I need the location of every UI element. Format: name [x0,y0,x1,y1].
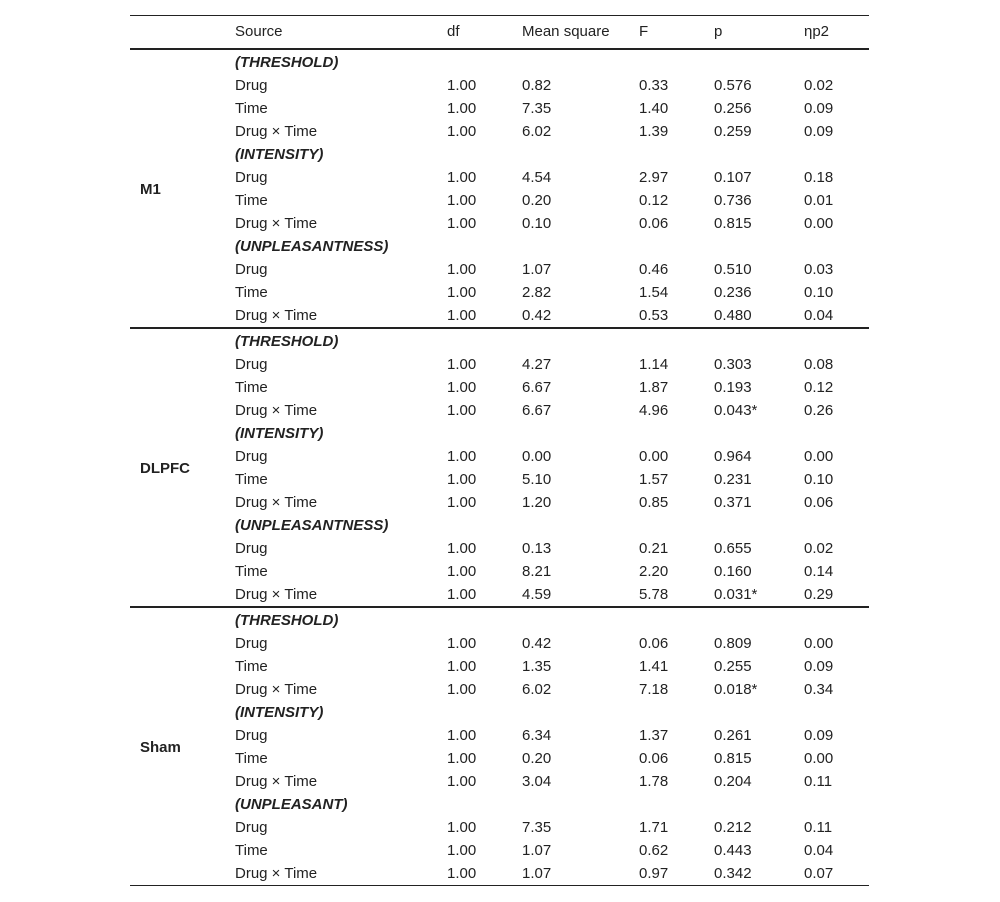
cell-df: 1.00 [447,773,477,790]
cell-f: 0.21 [639,540,669,557]
cell-p: 0.107 [714,169,752,186]
cell-df: 1.00 [447,356,477,373]
cell-mean-square: 6.02 [522,681,552,698]
cell-df: 1.00 [447,379,477,396]
cell-f: 0.85 [639,494,669,511]
cell-p: 0.371 [714,494,752,511]
cell-f: 0.33 [639,77,669,94]
cell-mean-square: 6.67 [522,379,552,396]
cell-mean-square: 4.59 [522,586,552,603]
table-row [130,189,869,212]
cell-p: 0.160 [714,563,752,580]
cell-p: 0.815 [714,215,752,232]
section-title: (THRESHOLD) [235,333,339,350]
cell-mean-square: 8.21 [522,563,552,580]
section-title: (UNPLEASANTNESS) [235,517,389,534]
cell-eta-p2: 0.09 [804,727,834,744]
cell-f: 1.37 [639,727,669,744]
table-row [130,258,869,281]
cell-mean-square: 2.82 [522,284,552,301]
cell-eta-p2: 0.02 [804,77,834,94]
cell-f: 1.14 [639,356,669,373]
cell-df: 1.00 [447,563,477,580]
cell-df: 1.00 [447,842,477,859]
cell-p: 0.736 [714,192,752,209]
cell-source: Time [235,100,268,117]
cell-p: 0.342 [714,865,752,882]
cell-df: 1.00 [447,307,477,324]
cell-f: 0.06 [639,635,669,652]
cell-eta-p2: 0.00 [804,750,834,767]
section-title: (UNPLEASANTNESS) [235,238,389,255]
cell-source: Time [235,284,268,301]
table-row [130,281,869,304]
cell-eta-p2: 0.08 [804,356,834,373]
group-sham [130,607,869,886]
cell-df: 1.00 [447,819,477,836]
table-row [130,537,869,560]
cell-mean-square: 0.10 [522,215,552,232]
cell-source: Drug [235,727,268,744]
cell-f: 1.40 [639,100,669,117]
section-title-row [130,328,869,353]
cell-source: Drug × Time [235,215,318,232]
header-cell-p: p [714,23,723,40]
cell-mean-square: 4.54 [522,169,552,186]
cell-mean-square: 1.35 [522,658,552,675]
cell-source: Drug [235,819,268,836]
section-title-row [130,607,869,632]
cell-p: 0.964 [714,448,752,465]
cell-mean-square: 0.42 [522,635,552,652]
cell-source: Drug × Time [235,307,318,324]
cell-mean-square: 0.20 [522,750,552,767]
cell-f: 1.41 [639,658,669,675]
cell-source: Drug [235,635,268,652]
cell-eta-p2: 0.00 [804,635,834,652]
header-cell-f: F [639,23,649,40]
cell-source: Drug [235,356,268,373]
cell-source: Drug × Time [235,402,318,419]
cell-source: Drug [235,169,268,186]
cell-mean-square: 7.35 [522,819,552,836]
table-row [130,816,869,839]
cell-p: 0.261 [714,727,752,744]
cell-mean-square: 0.20 [522,192,552,209]
cell-eta-p2: 0.29 [804,586,834,603]
cell-f: 4.96 [639,402,669,419]
cell-f: 1.57 [639,471,669,488]
cell-p: 0.043* [714,402,758,419]
cell-df: 1.00 [447,727,477,744]
cell-df: 1.00 [447,586,477,603]
table-row [130,304,869,328]
cell-df: 1.00 [447,540,477,557]
cell-df: 1.00 [447,448,477,465]
cell-df: 1.00 [447,681,477,698]
cell-source: Time [235,379,268,396]
cell-source: Drug × Time [235,773,318,790]
group-label: M1 [140,180,161,198]
table-row [130,655,869,678]
cell-df: 1.00 [447,471,477,488]
cell-df: 1.00 [447,865,477,882]
cell-f: 0.06 [639,215,669,232]
section-title-row [130,514,869,537]
cell-source: Time [235,563,268,580]
cell-eta-p2: 0.04 [804,307,834,324]
cell-p: 0.655 [714,540,752,557]
table-row [130,97,869,120]
header-cell-source: Source [235,23,283,40]
table-row [130,747,869,770]
cell-f: 0.62 [639,842,669,859]
section-title: (INTENSITY) [235,704,324,721]
cell-eta-p2: 0.10 [804,284,834,301]
cell-source: Drug × Time [235,681,318,698]
group-label: Sham [140,738,181,756]
cell-eta-p2: 0.07 [804,865,834,882]
table-row [130,678,869,701]
cell-df: 1.00 [447,658,477,675]
cell-source: Time [235,471,268,488]
cell-f: 0.00 [639,448,669,465]
cell-mean-square: 4.27 [522,356,552,373]
header-cell-eta-p2: ηp2 [804,23,830,40]
cell-eta-p2: 0.06 [804,494,834,511]
group-label: DLPFC [140,459,190,477]
cell-df: 1.00 [447,77,477,94]
cell-eta-p2: 0.09 [804,658,834,675]
cell-mean-square: 1.07 [522,261,552,278]
cell-f: 0.53 [639,307,669,324]
cell-mean-square: 1.07 [522,842,552,859]
table-row [130,74,869,97]
cell-p: 0.018* [714,681,758,698]
cell-f: 0.06 [639,750,669,767]
cell-df: 1.00 [447,215,477,232]
table-row [130,770,869,793]
header-row [130,16,869,50]
table-row [130,560,869,583]
cell-df: 1.00 [447,494,477,511]
table-row [130,445,869,468]
cell-mean-square: 1.20 [522,494,552,511]
table-row [130,839,869,862]
cell-source: Drug × Time [235,123,318,140]
cell-df: 1.00 [447,100,477,117]
cell-mean-square: 0.42 [522,307,552,324]
cell-p: 0.212 [714,819,752,836]
group-m1 [130,49,869,328]
cell-eta-p2: 0.01 [804,192,834,209]
table-header [130,16,869,50]
table-row [130,399,869,422]
cell-p: 0.255 [714,658,752,675]
cell-eta-p2: 0.11 [804,819,833,836]
cell-source: Drug [235,540,268,557]
cell-source: Drug [235,448,268,465]
table-row [130,120,869,143]
cell-source: Drug × Time [235,865,318,882]
cell-f: 1.87 [639,379,669,396]
cell-f: 5.78 [639,586,669,603]
section-title-row [130,793,869,816]
cell-p: 0.231 [714,471,752,488]
cell-f: 0.46 [639,261,669,278]
cell-p: 0.443 [714,842,752,859]
cell-source: Time [235,750,268,767]
section-title-row [130,143,869,166]
cell-df: 1.00 [447,402,477,419]
table-row [130,583,869,607]
cell-p: 0.031* [714,586,758,603]
cell-eta-p2: 0.04 [804,842,834,859]
cell-eta-p2: 0.09 [804,123,834,140]
table-row [130,632,869,655]
cell-mean-square: 1.07 [522,865,552,882]
cell-source: Drug × Time [235,586,318,603]
cell-eta-p2: 0.14 [804,563,834,580]
cell-df: 1.00 [447,169,477,186]
anova-table [130,15,869,886]
cell-eta-p2: 0.11 [804,773,833,790]
cell-f: 0.97 [639,865,669,882]
cell-df: 1.00 [447,635,477,652]
header-cell-group [130,16,235,50]
section-title: (THRESHOLD) [235,612,339,629]
cell-eta-p2: 0.00 [804,215,834,232]
cell-mean-square: 0.82 [522,77,552,94]
cell-mean-square: 6.34 [522,727,552,744]
cell-source: Drug [235,77,268,94]
cell-mean-square: 5.10 [522,471,552,488]
section-title-row [130,422,869,445]
section-title-row [130,49,869,74]
cell-eta-p2: 0.12 [804,379,834,396]
cell-mean-square: 6.02 [522,123,552,140]
section-title: (UNPLEASANT) [235,796,348,813]
cell-source: Drug [235,261,268,278]
cell-eta-p2: 0.10 [804,471,834,488]
header-cell-mean-square: Mean square [522,23,610,40]
cell-eta-p2: 0.09 [804,100,834,117]
cell-p: 0.303 [714,356,752,373]
cell-f: 2.97 [639,169,669,186]
cell-p: 0.256 [714,100,752,117]
section-title: (INTENSITY) [235,146,324,163]
cell-f: 1.54 [639,284,669,301]
cell-mean-square: 0.00 [522,448,552,465]
table-row [130,862,869,886]
cell-df: 1.00 [447,123,477,140]
cell-f: 0.12 [639,192,669,209]
cell-mean-square: 3.04 [522,773,552,790]
table-row [130,212,869,235]
cell-p: 0.193 [714,379,752,396]
section-title: (THRESHOLD) [235,54,339,71]
cell-f: 2.20 [639,563,669,580]
cell-p: 0.510 [714,261,752,278]
cell-source: Time [235,842,268,859]
cell-mean-square: 6.67 [522,402,552,419]
cell-p: 0.204 [714,773,752,790]
cell-df: 1.00 [447,192,477,209]
cell-eta-p2: 0.26 [804,402,834,419]
cell-eta-p2: 0.02 [804,540,834,557]
table-row [130,353,869,376]
section-title-row [130,235,869,258]
cell-eta-p2: 0.00 [804,448,834,465]
table-row [130,166,869,189]
header-cell-df: df [447,23,460,40]
group-dlpfc [130,328,869,607]
cell-df: 1.00 [447,284,477,301]
table-row [130,376,869,399]
table-row [130,468,869,491]
section-title-row [130,701,869,724]
section-title: (INTENSITY) [235,425,324,442]
cell-eta-p2: 0.18 [804,169,834,186]
cell-p: 0.236 [714,284,752,301]
cell-mean-square: 7.35 [522,100,552,117]
cell-eta-p2: 0.03 [804,261,834,278]
cell-source: Drug × Time [235,494,318,511]
cell-p: 0.480 [714,307,752,324]
cell-df: 1.00 [447,261,477,278]
cell-source: Time [235,658,268,675]
cell-f: 1.71 [639,819,669,836]
cell-df: 1.00 [447,750,477,767]
cell-p: 0.815 [714,750,752,767]
table-row [130,724,869,747]
cell-f: 1.78 [639,773,669,790]
cell-p: 0.576 [714,77,752,94]
cell-source: Time [235,192,268,209]
cell-eta-p2: 0.34 [804,681,834,698]
cell-mean-square: 0.13 [522,540,552,557]
cell-f: 7.18 [639,681,669,698]
table-row [130,491,869,514]
cell-f: 1.39 [639,123,669,140]
cell-p: 0.809 [714,635,752,652]
cell-p: 0.259 [714,123,752,140]
